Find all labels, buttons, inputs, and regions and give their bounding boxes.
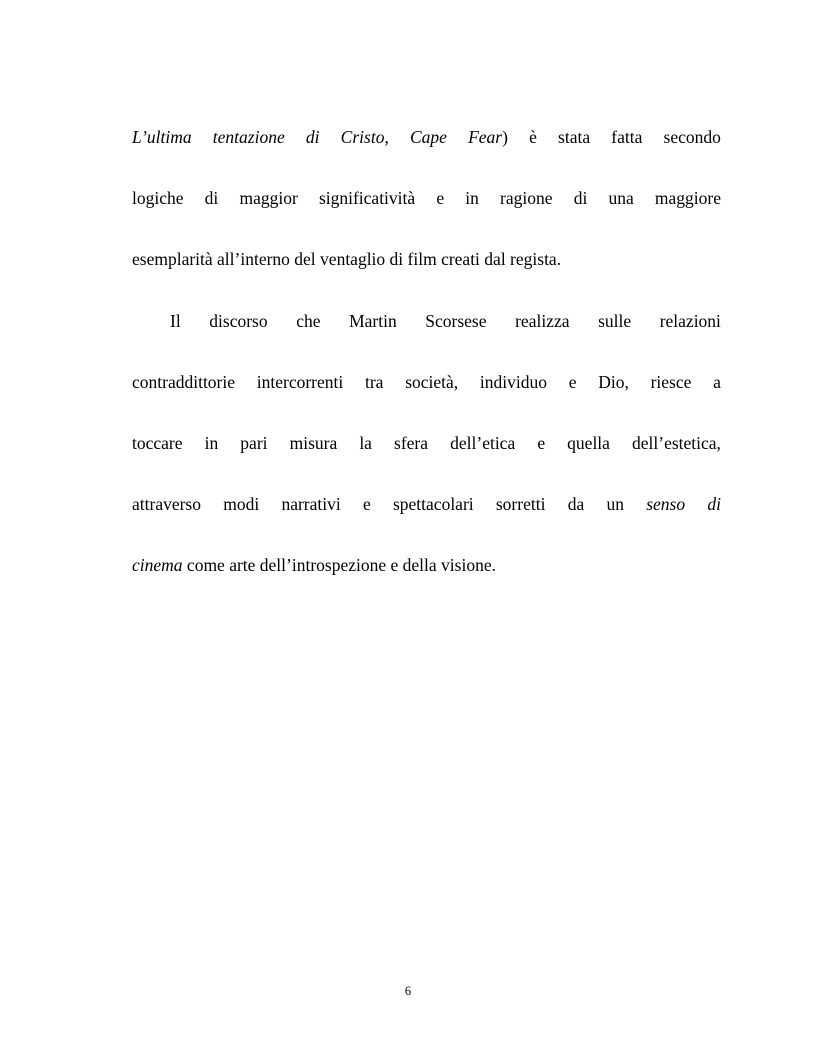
paragraph-2-line-2: contraddittorie intercorrenti tra società, individuo e Dio, riesce a — [132, 371, 721, 392]
page-body — [132, 107, 721, 597]
paragraph-2-line-3: toccare in pari misura la sfera dell’etica e quella dell’estetica, — [132, 433, 721, 454]
emphasis-cinema: cinema — [132, 555, 183, 576]
film-title-cape-fear: Cape — [409, 127, 447, 147]
page-number: 6 — [404, 984, 412, 998]
paragraph-1-line-1: L’ultima tentazione di Cristo, Cape Fear) è stata fatta secondo — [132, 127, 721, 147]
paragraph-2 — [132, 291, 721, 597]
paragraph-2-line-1: Il discorso che Martin Scorsese realizza sulle relazioni — [170, 310, 721, 331]
paragraph-1 — [132, 107, 721, 291]
paragraph-2-line-4: attraverso modi narrativi e spettacolari sorretti da un senso di — [132, 494, 721, 515]
paragraph-1-line-2: logiche di maggior significatività e in ragione di una maggiore — [132, 188, 721, 209]
film-title-ultima-tentazione: L’ultima — [132, 127, 192, 147]
paragraph-1-line-3: esemplarità all’interno del ventaglio di film creati dal regista. — [132, 249, 562, 270]
paragraph-2-line-5: cinema come arte dell’introspezione e della visione. — [132, 555, 496, 576]
emphasis-senso-di-cinema: senso — [646, 494, 686, 515]
